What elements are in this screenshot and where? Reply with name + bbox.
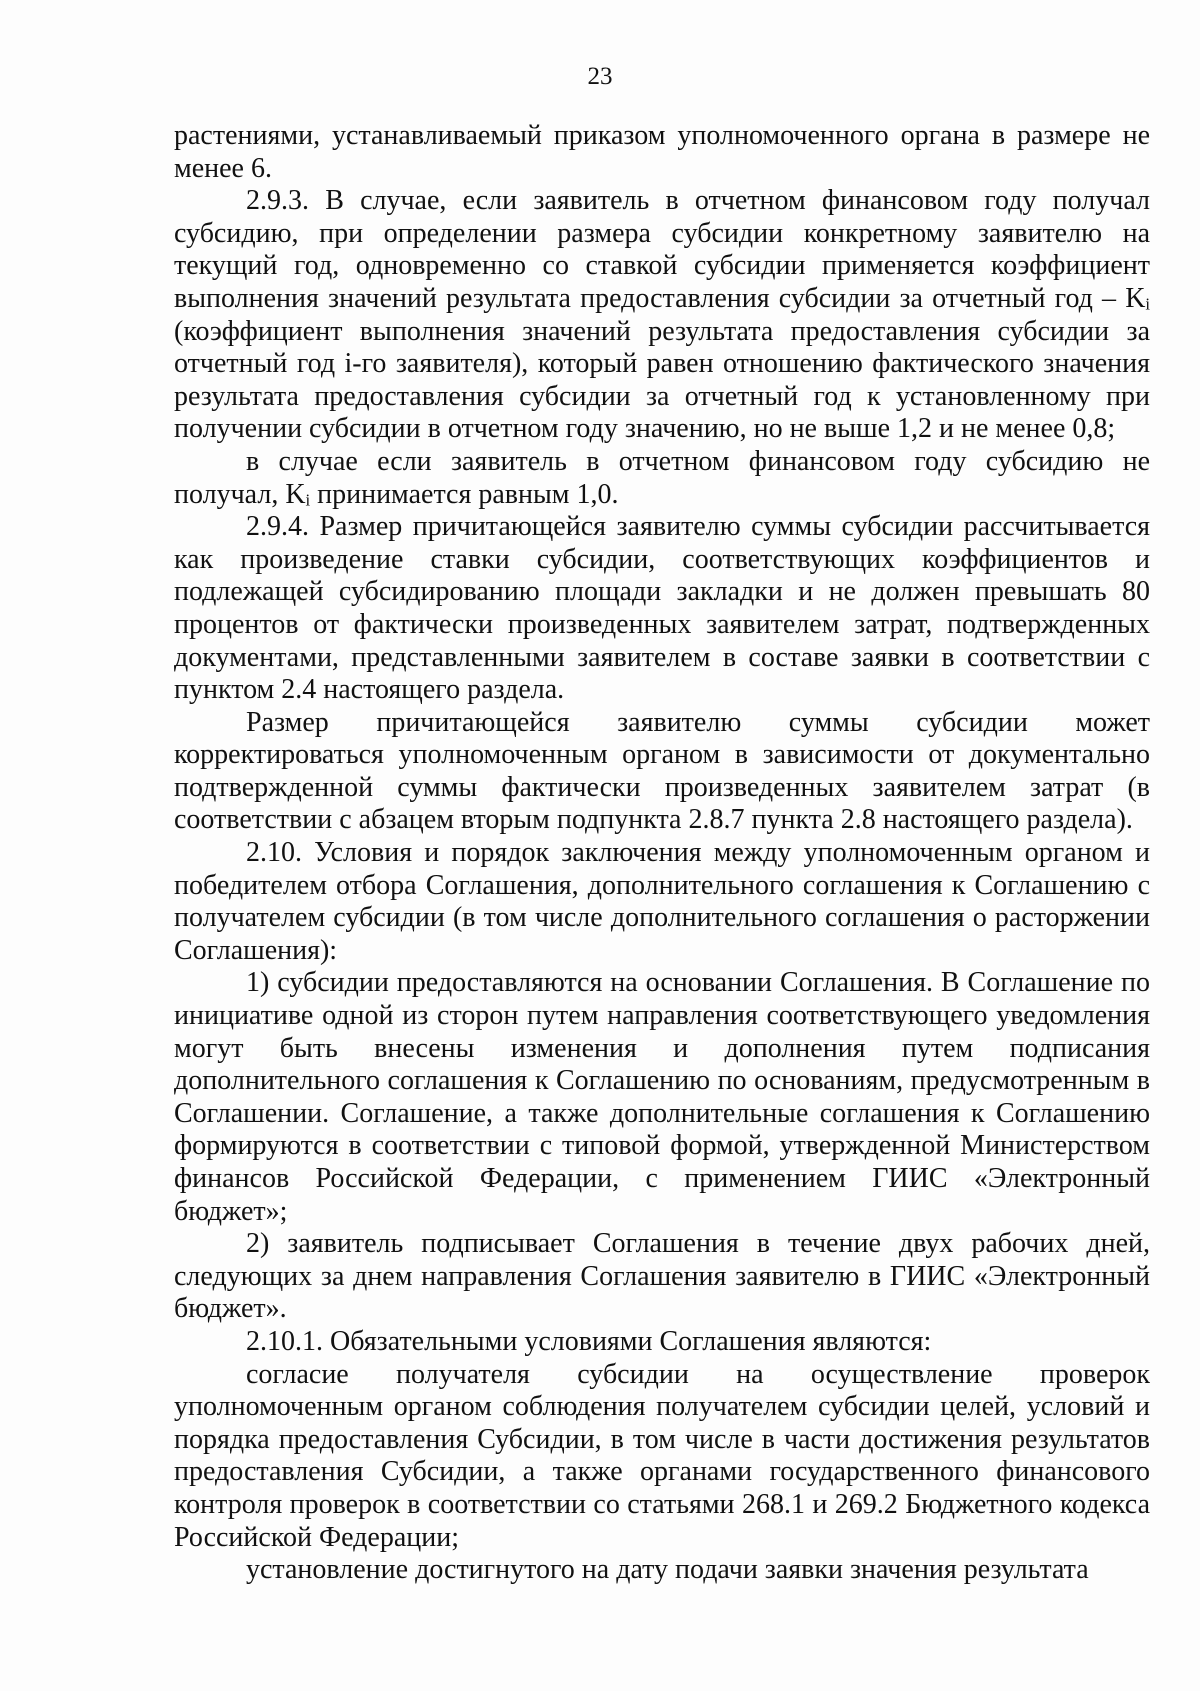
paragraph-consent-checks: согласие получателя субсидии на осуществление проверок уполномоченным органом соблюдения получателем субсидии целей, условий и порядка предоставления Субсидии, в том числе в части достижения результатов предоставления Субсидии, а также органами государственного финансового контроля проверок в соответствии со статьями 268.1 и 269.2 Бюджетного кодекса Российской Федерации; [174, 1358, 1150, 1553]
paragraph-item-2: 2) заявитель подписывает Соглашения в течение двух рабочих дней, следующих за днем направления Соглашения заявителю в ГИИС «Электронный бюджет». [174, 1228, 1150, 1325]
paragraph-item-1: 1) субсидии предоставляются на основании Соглашения. В Соглашение по инициативе одной из сторон путем направления соответствующего уведомления могут быть внесены изменения и дополнения путем подписания дополнительного соглашения к Соглашению по основаниям, предусмотренным в Соглашении. Соглашение, а также дополнительные соглашения к Соглашению формируются в соответствии с типовой формой, утвержденной Министерством финансов Российской Федерации, с применением ГИИС «Электронный бюджет»; [174, 967, 1150, 1227]
paragraph-2-10: 2.10. Условия и порядок заключения между уполномоченным органом и победителем отбора Соглашения, дополнительного соглашения к Соглашению с получателем субсидии (в том числе дополнительного соглашения о расторжении Соглашения): [174, 837, 1150, 966]
paragraph-2-9-3: 2.9.3. В случае, если заявитель в отчетном финансовом году получал субсидию, при определении размера субсидии конкретному заявителю на текущий год, одновременно со ставкой субсидии применяется коэффициент выполнения значений результата предоставления субсидии за отчетный год – Kᵢ (коэффициент выполнения значений результата предоставления субсидии за отчетный год i-го заявителя), который равен отношению фактического значения результата предоставления субсидии за отчетный год к установленному при получении субсидии в отчетном году значению, но не выше 1,2 и не менее 0,8; [174, 185, 1150, 445]
page-number: 23 [587, 63, 613, 90]
paragraph-2-9-4: 2.9.4. Размер причитающейся заявителю суммы субсидии рассчитывается как произведение ставки субсидии, соответствующих коэффициентов и подлежащей субсидированию площади закладки и не должен превышать 80 процентов от фактически произведенных заявителем затрат, подтвержденных документами, представленными заявителем в составе заявки в соответствии с пунктом 2.4 настоящего раздела. [174, 511, 1150, 706]
paragraph-result-value: установление достигнутого на дату подачи заявки значения результата [246, 1554, 1089, 1586]
paragraph-2-10-1: 2.10.1. Обязательными условиями Соглашения являются: [246, 1325, 932, 1357]
paragraph-continuation: растениями, устанавливаемый приказом уполномоченного органа в размере не менее 6. [174, 120, 1150, 184]
paragraph-subsidy-adjustment: Размер причитающейся заявителю суммы субсидии может корректироваться уполномоченным органом в зависимости от документально подтвержденной суммы фактически произведенных заявителем затрат (в соответствии с абзацем вторым подпункта 2.8.7 пункта 2.8 настоящего раздела). [174, 706, 1150, 836]
paragraph-ki-default: в случае если заявитель в отчетном финансовом году субсидию не получал, Kᵢ принимается равным 1,0. [174, 445, 1150, 510]
document-body [174, 120, 1150, 1587]
